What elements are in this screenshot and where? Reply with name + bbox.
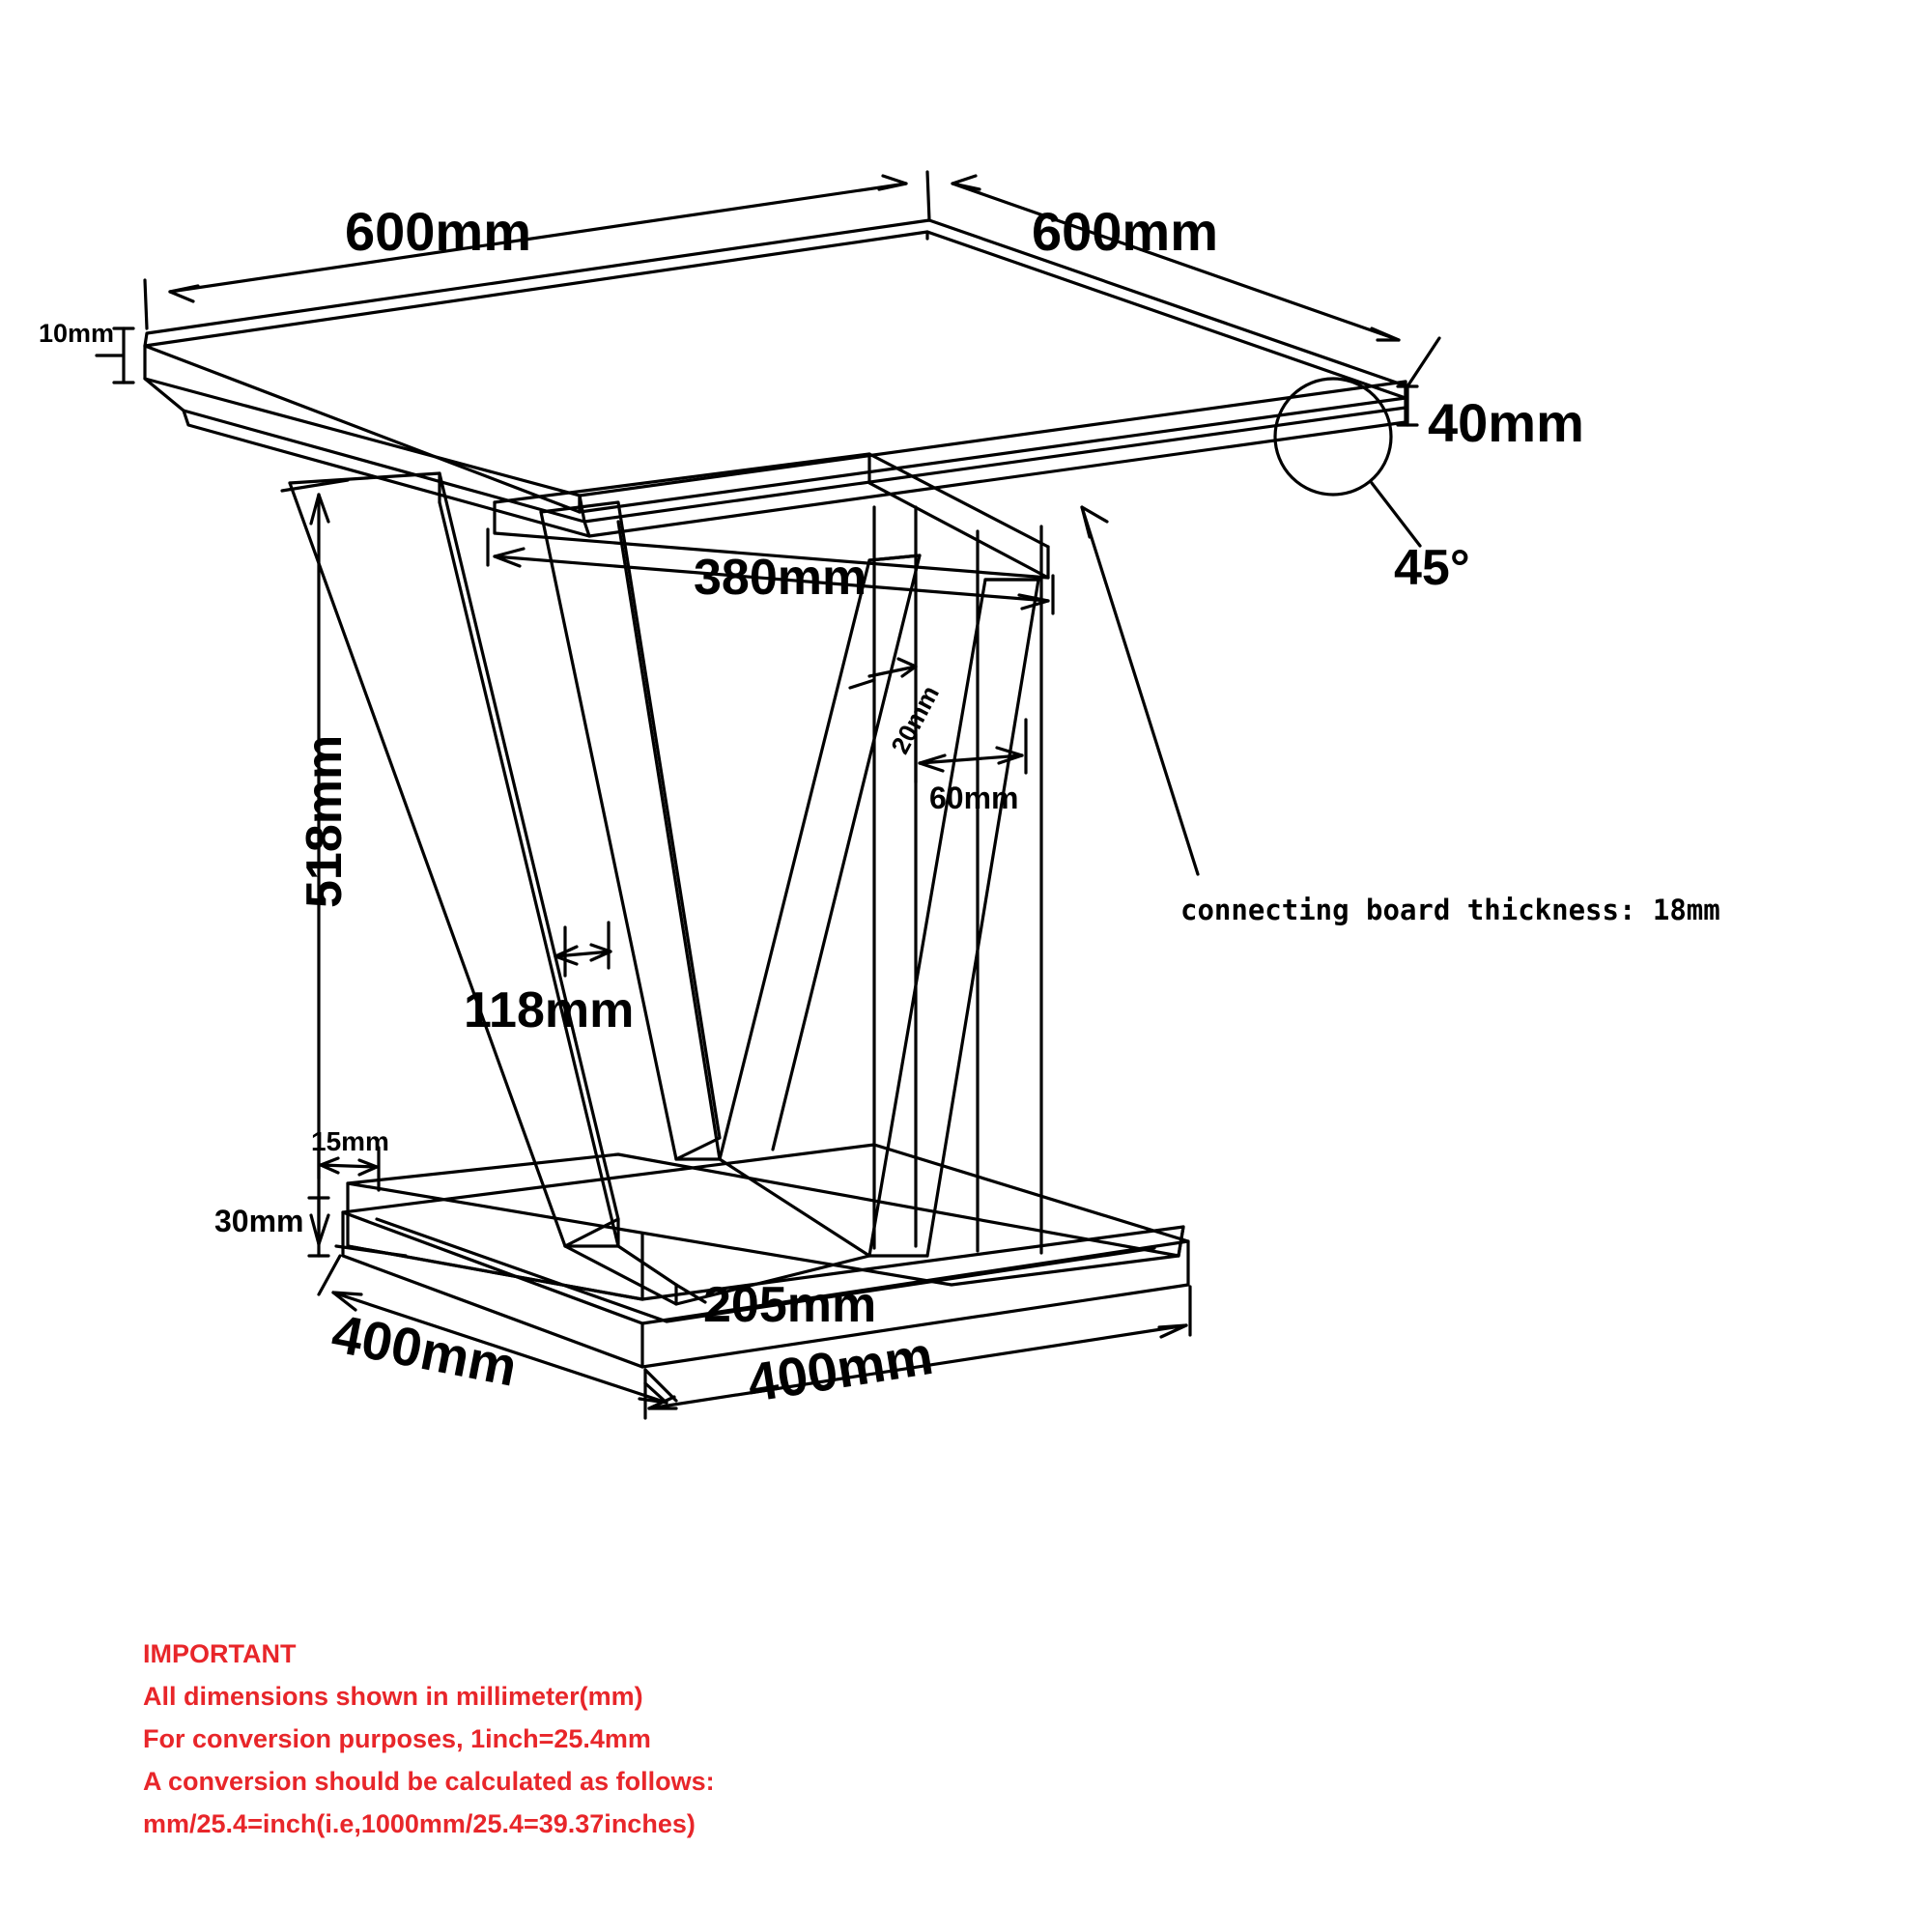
dim-label-400mm-front: 400mm xyxy=(743,1323,937,1414)
dim-label-10mm: 10mm xyxy=(39,319,115,348)
notes-heading: IMPORTANT xyxy=(143,1639,297,1668)
arrow-600-left-b xyxy=(879,176,906,189)
base-top-face xyxy=(348,1154,1179,1285)
dim-label-600-left: 600mm xyxy=(345,201,532,262)
notes-line-1: All dimensions shown in millimeter(mm) xyxy=(143,1682,643,1711)
dim-label-518mm: 518mm xyxy=(297,734,353,908)
ext-400-left-a xyxy=(319,1256,340,1294)
dim-label-118mm: 118mm xyxy=(464,982,635,1038)
annotation-connecting-board: connecting board thickness: 18mm xyxy=(1180,894,1720,926)
arrow-600-left-a xyxy=(170,286,198,301)
dim-label-205mm: 205mm xyxy=(703,1277,877,1333)
ext-518-bottom xyxy=(336,1246,406,1256)
dim-label-30mm: 30mm xyxy=(214,1204,304,1238)
dim-label-20mm: 20mm xyxy=(885,680,946,759)
pedestal-right-inner-face xyxy=(720,555,920,1159)
pedestal-left-inner-face xyxy=(541,512,720,1159)
detail-callout-leader xyxy=(1372,483,1420,546)
base-left-side xyxy=(348,1183,642,1299)
arrow-600-right-a xyxy=(952,176,980,189)
table-top-front-face xyxy=(580,382,1406,512)
dim-label-400mm-left: 400mm xyxy=(327,1302,523,1398)
connecting-board-arrow xyxy=(1082,507,1107,537)
arrow-600-right-b xyxy=(1372,328,1399,340)
dim-label-45deg: 45° xyxy=(1394,540,1470,596)
table-top-underside-front xyxy=(589,408,1406,536)
table-top-edge-front-bevel xyxy=(584,382,1406,522)
table-top-underside-left xyxy=(184,411,589,536)
notes-line-3: A conversion should be calculated as follows: xyxy=(143,1767,715,1796)
dim-label-60mm: 60mm xyxy=(929,781,1019,815)
pedestal-right-inner-top xyxy=(869,555,920,560)
dim-label-15mm: 15mm xyxy=(311,1126,389,1156)
dim-label-40mm: 40mm xyxy=(1428,392,1584,453)
dim-leader-20mm xyxy=(850,680,874,688)
ext-line-top-left xyxy=(145,280,147,328)
dim-label-600-right: 600mm xyxy=(1032,201,1219,262)
notes-line-4: mm/25.4=inch(i.e,1000mm/25.4=39.37inches) xyxy=(143,1809,696,1838)
dim-label-380mm: 380mm xyxy=(694,550,867,606)
ext-line-top-right xyxy=(1407,338,1439,386)
connecting-board-leader xyxy=(1082,507,1198,874)
pedestal-right-outer-face xyxy=(869,580,1038,1256)
notes-line-2: For conversion purposes, 1inch=25.4mm xyxy=(143,1724,651,1753)
arrow-400-front-b xyxy=(1159,1325,1186,1337)
ext-line-top-mid xyxy=(927,172,929,220)
important-notes xyxy=(143,1633,715,1845)
